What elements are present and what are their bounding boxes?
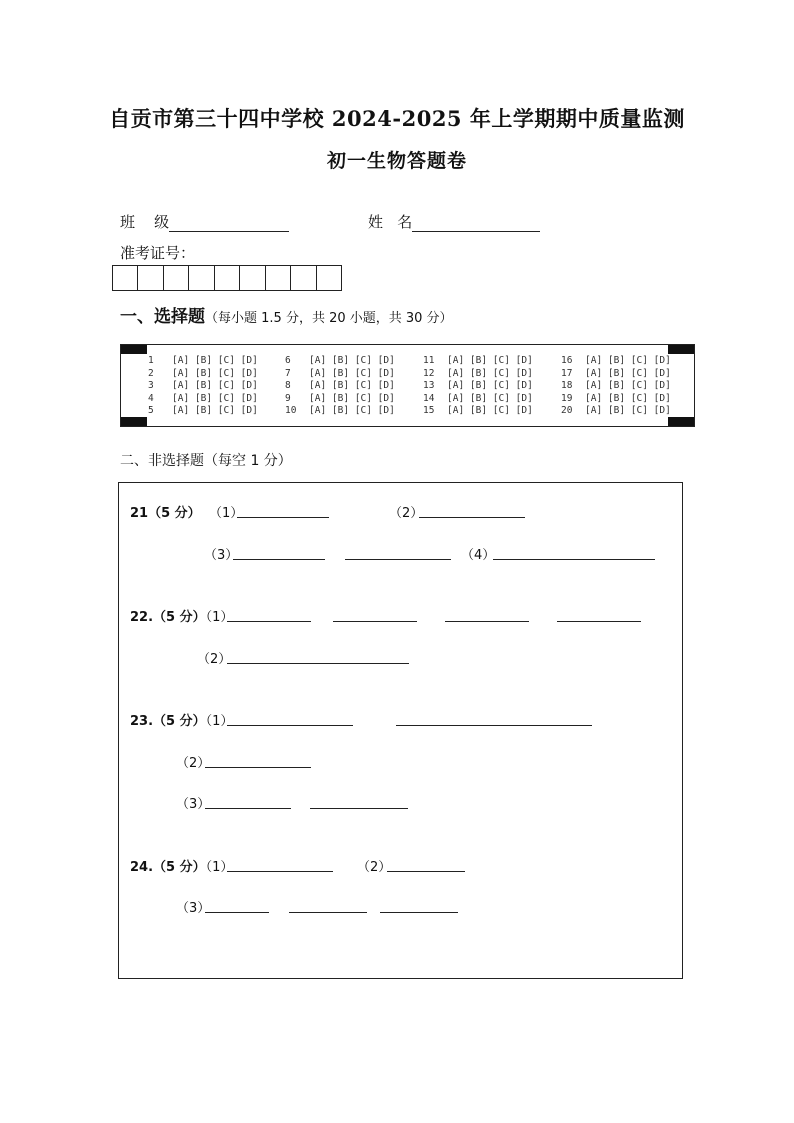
q23-part2: （2）: [176, 756, 211, 771]
mcq-options[interactable]: [A] [B] [C] [D]: [447, 367, 533, 379]
mcq-options[interactable]: [A] [B] [C] [D]: [585, 380, 671, 391]
mcq-question-row: [148, 393, 258, 406]
exam-id-digit-box[interactable]: [138, 266, 163, 290]
q23-label: 23.（5 分）: [130, 714, 206, 729]
mcq-question-row: [561, 405, 671, 418]
q24-part1: （1）: [205, 860, 234, 875]
section1-heading: [120, 302, 453, 327]
mcq-question-number: 1: [148, 355, 154, 366]
q22-row1: [130, 606, 233, 625]
q21-part4: （4）: [461, 548, 496, 563]
mcq-options[interactable]: [A] [B] [C] [D]: [309, 355, 395, 366]
mcq-column-3: [423, 355, 533, 418]
q24-3-blank-c[interactable]: [380, 912, 458, 913]
q23-3-blank-a[interactable]: [205, 808, 291, 809]
q23-part3: （3）: [176, 797, 211, 812]
mcq-question-row: [285, 393, 395, 406]
mcq-question-number: 8: [285, 380, 291, 391]
mcq-options[interactable]: [A] [B] [C] [D]: [172, 392, 258, 404]
exam-id-digit-box[interactable]: [317, 266, 341, 290]
mcq-question-row: [423, 393, 533, 406]
mcq-options[interactable]: [A] [B] [C] [D]: [172, 405, 258, 416]
mcq-question-row: [285, 380, 395, 393]
mcq-question-row: [561, 380, 671, 393]
mcq-question-number: 20: [561, 405, 573, 416]
exam-id-digit-box[interactable]: [189, 266, 214, 290]
mcq-question-number: 13: [423, 380, 435, 391]
mcq-question-row: [285, 405, 395, 418]
exam-id-digit-box[interactable]: [164, 266, 189, 290]
mcq-options[interactable]: [A] [B] [C] [D]: [172, 380, 258, 391]
mcq-question-row: [423, 380, 533, 393]
name-row: [368, 211, 540, 232]
q21-3-blank-a[interactable]: [233, 559, 325, 560]
mcq-question-row: [561, 355, 671, 368]
mcq-options[interactable]: [A] [B] [C] [D]: [172, 367, 258, 379]
exam-id-digit-box[interactable]: [240, 266, 265, 290]
mcq-question-number: 9: [285, 392, 291, 404]
mcq-options[interactable]: [A] [B] [C] [D]: [585, 392, 671, 404]
section1-note: （每小题 1.5 分，共 20 小题，共 30 分）: [205, 311, 453, 326]
q24-part2: （2）: [357, 860, 392, 875]
mcq-question-row: [148, 355, 258, 368]
alignment-mark: [668, 417, 694, 426]
q22-1-blank-d[interactable]: [557, 621, 641, 622]
name-field[interactable]: [412, 215, 540, 232]
answer-box: [118, 482, 683, 979]
class-row: [120, 211, 289, 232]
class-label: 班 级: [120, 213, 170, 231]
name-label: 姓 名: [368, 213, 413, 231]
q23-3-blank-b[interactable]: [310, 808, 408, 809]
q21-part3: （3）: [204, 548, 239, 563]
mcq-question-number: 16: [561, 355, 573, 366]
mcq-question-row: [423, 355, 533, 368]
mcq-options[interactable]: [A] [B] [C] [D]: [309, 367, 395, 379]
section2-title: 二、非选择题（每空 1 分）: [120, 453, 292, 469]
q23-2-blank[interactable]: [205, 767, 311, 768]
q24-part3: （3）: [176, 901, 211, 916]
mcq-question-number: 5: [148, 405, 154, 416]
mcq-answer-grid: [120, 344, 695, 427]
q21-row1: [130, 502, 243, 521]
mcq-question-row: [423, 405, 533, 418]
q21-part2: （2）: [389, 506, 424, 521]
mcq-options[interactable]: [A] [B] [C] [D]: [585, 405, 671, 416]
exam-id-label: 准考证号：: [120, 244, 196, 262]
alignment-mark: [121, 417, 147, 426]
mcq-options[interactable]: [A] [B] [C] [D]: [309, 405, 395, 416]
mcq-question-number: 19: [561, 392, 573, 404]
mcq-question-row: [148, 380, 258, 393]
q24-2-blank[interactable]: [387, 871, 465, 872]
exam-id-digit-box[interactable]: [215, 266, 240, 290]
mcq-question-number: 14: [423, 392, 435, 404]
mcq-options[interactable]: [A] [B] [C] [D]: [447, 392, 533, 404]
q24-1-blank[interactable]: [227, 871, 333, 872]
mcq-question-number: 10: [285, 405, 297, 416]
mcq-question-number: 12: [423, 367, 435, 379]
mcq-column-2: [285, 355, 395, 418]
exam-id-digit-box[interactable]: [291, 266, 316, 290]
exam-id-digit-box[interactable]: [266, 266, 291, 290]
mcq-question-number: 4: [148, 392, 154, 404]
page-subtitle: 初一生物答题卷: [326, 150, 467, 172]
mcq-question-number: 3: [148, 380, 154, 391]
q23-1-blank-a[interactable]: [227, 725, 353, 726]
mcq-question-number: 7: [285, 367, 291, 379]
mcq-question-row: [148, 368, 258, 381]
mcq-options[interactable]: [A] [B] [C] [D]: [447, 355, 533, 366]
q21-4-blank[interactable]: [493, 559, 655, 560]
q22-1-blank-b[interactable]: [333, 621, 417, 622]
q21-1-blank[interactable]: [237, 517, 329, 518]
q22-1-blank-a[interactable]: [227, 621, 311, 622]
alignment-mark: [121, 345, 147, 354]
mcq-question-number: 6: [285, 355, 291, 366]
mcq-question-number: 2: [148, 367, 154, 379]
q22-label: 22.（5 分）: [130, 610, 206, 625]
mcq-question-number: 15: [423, 405, 435, 416]
mcq-options[interactable]: [A] [B] [C] [D]: [172, 355, 258, 366]
mcq-question-number: 11: [423, 355, 435, 366]
q21-label: 21（5 分）: [130, 506, 201, 521]
q22-1-blank-c[interactable]: [445, 621, 529, 622]
mcq-column-1: [148, 355, 258, 418]
q24-row1: [130, 856, 233, 875]
q21-2-blank[interactable]: [419, 517, 525, 518]
mcq-question-row: [561, 393, 671, 406]
section1-title: 一、选择题: [120, 307, 205, 327]
mcq-question-row: [285, 355, 395, 368]
mcq-question-row: [561, 368, 671, 381]
q23-1-blank-b[interactable]: [396, 725, 592, 726]
q24-label: 24.（5 分）: [130, 860, 206, 875]
mcq-column-4: [561, 355, 671, 418]
exam-id-digit-box[interactable]: [113, 266, 138, 290]
q23-row1: [130, 710, 233, 729]
q24-3-blank-a[interactable]: [205, 912, 269, 913]
page-title: 自贡市第三十四中学校 2024-2025 年上学期期中质量监测: [109, 106, 685, 131]
q22-part1: （1）: [205, 610, 234, 625]
q22-2-blank[interactable]: [227, 663, 409, 664]
mcq-question-row: [148, 405, 258, 418]
mcq-question-row: [285, 368, 395, 381]
mcq-options[interactable]: [A] [B] [C] [D]: [309, 392, 395, 404]
q22-part2: （2）: [197, 652, 232, 667]
mcq-options[interactable]: [A] [B] [C] [D]: [447, 380, 533, 391]
mcq-options[interactable]: [A] [B] [C] [D]: [585, 367, 671, 379]
mcq-question-number: 18: [561, 380, 573, 391]
q24-3-blank-b[interactable]: [289, 912, 367, 913]
exam-id-boxes[interactable]: [112, 265, 342, 291]
alignment-mark: [668, 345, 694, 354]
class-field[interactable]: [169, 215, 289, 232]
mcq-question-number: 17: [561, 367, 573, 379]
mcq-question-row: [423, 368, 533, 381]
q21-part1: （1）: [208, 506, 244, 521]
mcq-options[interactable]: [A] [B] [C] [D]: [585, 355, 671, 366]
q23-part1: （1）: [205, 714, 234, 729]
mcq-options[interactable]: [A] [B] [C] [D]: [309, 380, 395, 391]
mcq-options[interactable]: [A] [B] [C] [D]: [447, 405, 533, 416]
q21-3-blank-b[interactable]: [345, 559, 451, 560]
